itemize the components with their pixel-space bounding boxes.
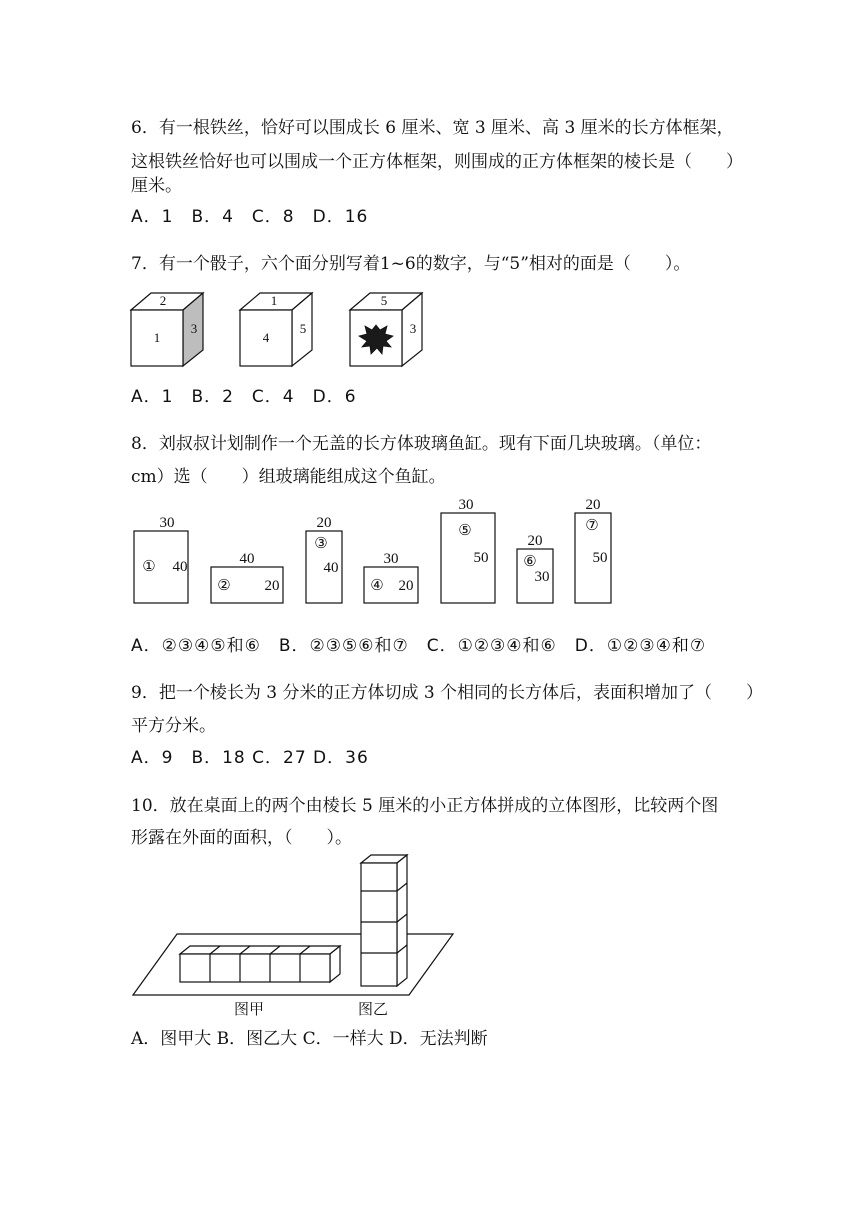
die-3-top-face: 5 <box>380 293 388 308</box>
panel-4-width-label: 30 <box>383 551 399 567</box>
q8-glass-panels-figure <box>125 495 625 607</box>
q10-options: A．图甲大 B．图乙大 C．一样大 D．无法判断 <box>131 1029 488 1049</box>
panel-5-id: ⑤ <box>458 523 472 539</box>
panel-2-width-label: 40 <box>239 551 255 567</box>
q9-text-line2: 平方分米。 <box>131 716 216 736</box>
panel-4-height-label: 20 <box>398 578 414 594</box>
q10-cubes-figure <box>125 850 465 1020</box>
glass-panel-1 <box>134 515 188 603</box>
figure-a-label: 图甲 <box>233 1002 265 1018</box>
figure-a-cube-row <box>180 946 340 982</box>
die-1-front-face: 1 <box>153 330 161 345</box>
panel-1-width-label: 30 <box>159 515 175 531</box>
die-3-side-face: 3 <box>409 321 417 336</box>
die-2-top-face: 1 <box>270 293 278 308</box>
figure-b-label: 图乙 <box>357 1002 389 1018</box>
q6-options: A．1 B．4 C．8 D．16 <box>131 207 369 227</box>
panel-6-height-label: 30 <box>534 569 550 585</box>
die-2-front-face: 4 <box>262 330 270 345</box>
q8-text-line2: cm）选（ ）组玻璃能组成这个鱼缸。 <box>131 467 446 487</box>
q6-text-line3: 厘米。 <box>131 176 182 196</box>
q9-options: A．9 B．18 C．27 D．36 <box>131 748 369 768</box>
die-1-top-face: 2 <box>159 293 167 308</box>
figure-b-cube-stack <box>361 855 407 986</box>
panel-1-height-label: 40 <box>172 559 188 575</box>
panel-6-id: ⑥ <box>523 554 537 570</box>
panel-7-height-label: 50 <box>592 550 608 566</box>
q7-dice-figure <box>125 290 435 370</box>
q9-text-line1: 9．把一个棱长为 3 分米的正方体切成 3 个相同的长方体后，表面积增加了（ ） <box>131 683 764 703</box>
panel-5-width-label: 30 <box>458 497 474 513</box>
q8-options: A．②③④⑤和⑥ B．②③⑤⑥和⑦ C．①②③④和⑥ D．①②③④和⑦ <box>131 636 707 656</box>
die-1-side-face: 3 <box>190 321 198 336</box>
glass-panel-5 <box>441 497 495 603</box>
q7-text-line1: 7．有一个骰子，六个面分别写着1~6的数字，与“5”相对的面是（ ）。 <box>131 254 691 274</box>
q8-text-line1: 8．刘叔叔计划制作一个无盖的长方体玻璃鱼缸。现有下面几块玻璃。（单位： <box>131 434 712 454</box>
panel-3-id: ③ <box>314 536 328 552</box>
die-3 <box>350 293 422 366</box>
die-2-side-face: 5 <box>299 321 307 336</box>
glass-panel-6 <box>517 533 553 603</box>
q6-text-line2: 这根铁丝恰好也可以围成一个正方体框架，则围成的正方体框架的棱长是（ ） <box>131 152 743 172</box>
q10-text-line2: 形露在外面的面积，（ ）。 <box>131 828 352 848</box>
die-2 <box>240 293 312 366</box>
panel-5-height-label: 50 <box>473 550 489 566</box>
panel-6-width-label: 20 <box>527 533 543 549</box>
panel-4-id: ④ <box>370 578 384 594</box>
panel-3-width-label: 20 <box>316 515 332 531</box>
glass-panel-3 <box>306 515 342 603</box>
panel-3-height-label: 40 <box>323 560 339 576</box>
glass-panel-2 <box>211 551 283 603</box>
panel-2-id: ② <box>217 578 231 594</box>
q7-options: A．1 B．2 C．4 D．6 <box>131 387 357 407</box>
die-1 <box>131 293 203 366</box>
panel-7-width-label: 20 <box>585 497 601 513</box>
q6-text-line1: 6．有一根铁丝，恰好可以围成长 6 厘米、宽 3 厘米、高 3 厘米的长方体框架， <box>131 118 734 138</box>
glass-panel-7 <box>575 497 611 603</box>
glass-panel-4 <box>364 551 418 603</box>
panel-2-height-label: 20 <box>264 578 280 594</box>
panel-7-id: ⑦ <box>585 518 599 534</box>
q10-text-line1: 10．放在桌面上的两个由棱长 5 厘米的小正方体拼成的立体图形，比较两个图 <box>131 796 719 816</box>
panel-1-id: ① <box>142 559 156 575</box>
